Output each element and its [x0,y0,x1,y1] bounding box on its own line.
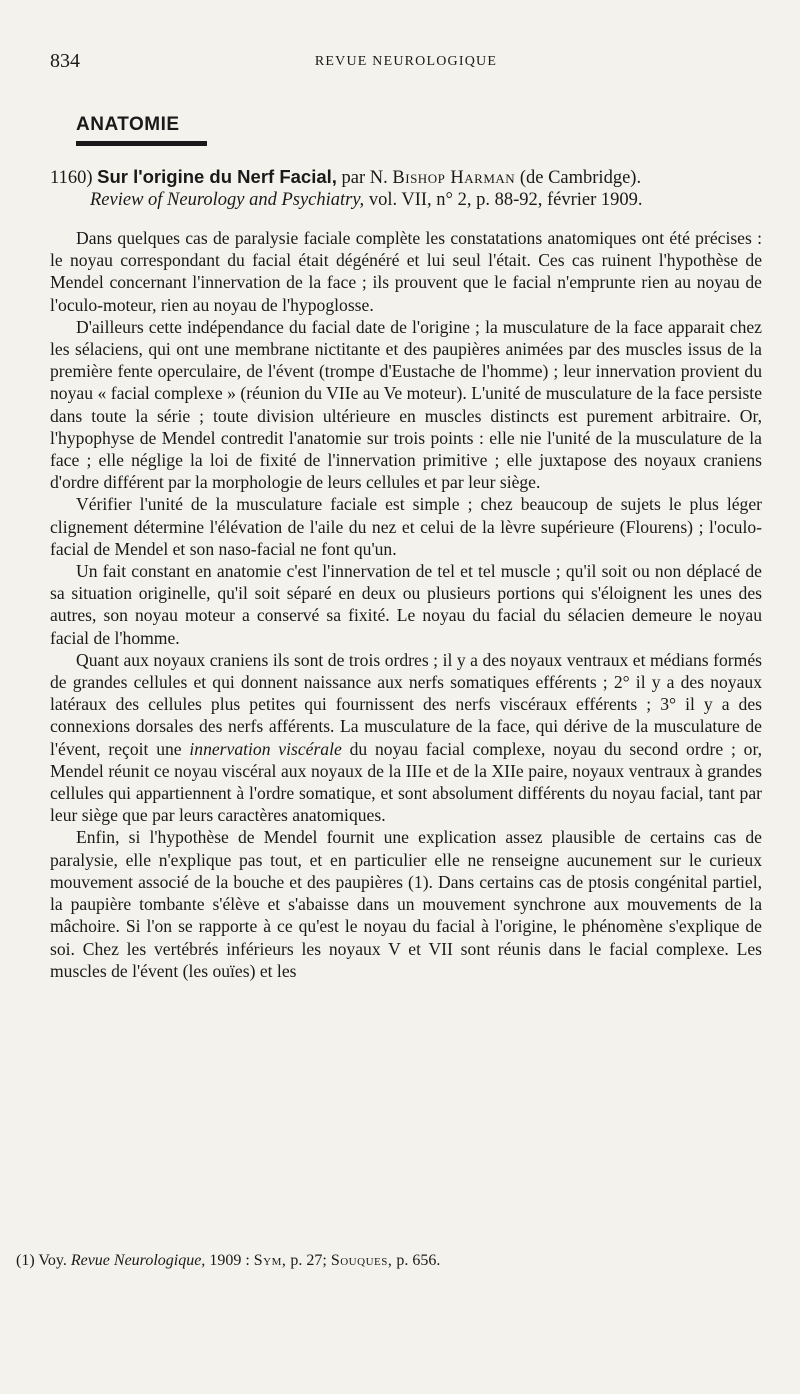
footnote-page: p. 656. [396,1252,441,1269]
footnote-marker: (1) Voy. [16,1252,67,1269]
article-citation [50,166,762,211]
article-affiliation: (de Cambridge). [519,168,642,188]
source-title: Review of Neurology and Psychiatry, [90,190,365,210]
paragraph: D'ailleurs cette indépendance du facial date de l'origine ; la musculature de la face apparait chez les sélaciens, qui ont une membrane nictitante et des paupières animées par des muscles issus de la première fente operculaire, de l'évent (trompe d'Eustache de l'homme) ; leur innervation provient du noyau « facial complexe » (réunion du VIIe au Ve moteur). L'unité de musculature de la face persiste dans toute la série ; toute division ultérieure en muscles distincts est purement arbitraire. Or, l'hypophyse de Mendel contredit l'anatomie sur trois points : elle nie l'unité de la musculature de la face ; elle néglige la loi de fixité de l'innervation primitive ; elle juxtapose des noyaux craniens d'ordre différent par la morphologie de leurs cellules et par leur siège. [50,316,762,493]
paragraph: Enfin, si l'hypothèse de Mendel fournit une explication assez plausible de certains cas de paralysie, elle n'explique pas tout, et en particulier elle ne renseigne aucunement sur le curieux mouvement associé de la bouche et des paupières (1). Dans certains cas de ptosis congénital partiel, la paupière tombante s'élève et s'abaisse dans un mouvement synchrone aux mouvements de la mâchoire. Si l'on se rapporte à ce qu'est le noyau du facial à l'origine, le phénomène s'explique de soi. Chez les vertébrés inférieurs les noyaux V et VII sont réunis dans le facial complexe. Les muscles de l'évent (les ouïes) et les [50,827,762,981]
paragraph-part: Quant aux noyaux craniens ils sont de trois ordres ; il y a des noyaux ventraux et médians formés de grandes cellules et qui donnent naissance aux nerfs somatiques efférents ; 2° il y a des noyaux latéraux des cellules plus petites qui fournissent des nerfs viscéraux efférents ; 3° il y a des connexions dorsales des nerfs afférents. La musculature de la face, qui dérive de la musculature de l'évent, reçoit une [50,649,762,759]
article-body [50,227,762,982]
footnote-author: Souques, [330,1252,393,1269]
article-author: Bishop Harman [392,168,516,188]
journal-title: REVUE NEUROLOGIQUE [314,54,498,69]
page-number: 834 [50,50,80,72]
footnote-page: p. 27; [290,1252,327,1269]
emphasis-text: innervation viscérale [189,738,342,759]
article-by: par N. [341,168,388,188]
footnote-journal: Revue Neurologique, [70,1252,206,1269]
article-title: Sur l'origine du Nerf Facial, [97,166,337,187]
paragraph: Un fait constant en anatomie c'est l'innervation de tel et tel muscle ; qu'il soit ou non déplacé de sa situation originelle, qu'il soit séparé en deux ou plusieurs portions qui s'éloignent les unes des autres, son noyau moteur a conservé sa fixité. Le noyau du facial du sélacien demeure le noyau facial de l'homme. [50,561,762,648]
section-heading: ANATOMIE [76,114,180,135]
running-head [50,44,762,74]
source-details: vol. VII, n° 2, p. 88-92, février 1909. [368,190,643,210]
paragraph-part: du noyau facial complexe, noyau du second ordre ; or, Mendel réunit ce noyau viscéral aux noyaux de la IIIe et de la XIIe paire, noyaux ventraux à grandes cellules qui appartiennent à l'ordre somatique, et sont absolument différents du noyau facial, tant par leur siège que par leurs caractères anatomiques. [50,738,762,826]
article-source [50,189,762,211]
article [50,166,762,982]
footnote-author: Sym, [253,1252,287,1269]
section-rule [76,141,207,146]
footnote [16,1252,440,1270]
page [50,44,762,981]
article-number: 1160) [50,168,93,188]
paragraph [50,649,762,827]
paragraph: Vérifier l'unité de la musculature faciale est simple ; chez beaucoup de sujets le plus léger clignement détermine l'élévation de l'aile du nez et celui de la lèvre supérieure (Flourens) ; l'oculo-facial de Mendel et son naso-facial ne font qu'un. [50,494,762,559]
footnote-year: 1909 : [209,1252,250,1269]
paragraph: Dans quelques cas de paralysie faciale complète les constatations anatomiques ont été précises : le noyau correspondant du facial était dégénéré et lui seul l'était. Ces cas ruinent l'hypothèse de Mendel concernant l'innervation de la face ; ils prouvent que le facial n'emprunte rien au noyau de l'oculo-moteur, rien au noyau de l'hypoglosse. [50,228,762,315]
